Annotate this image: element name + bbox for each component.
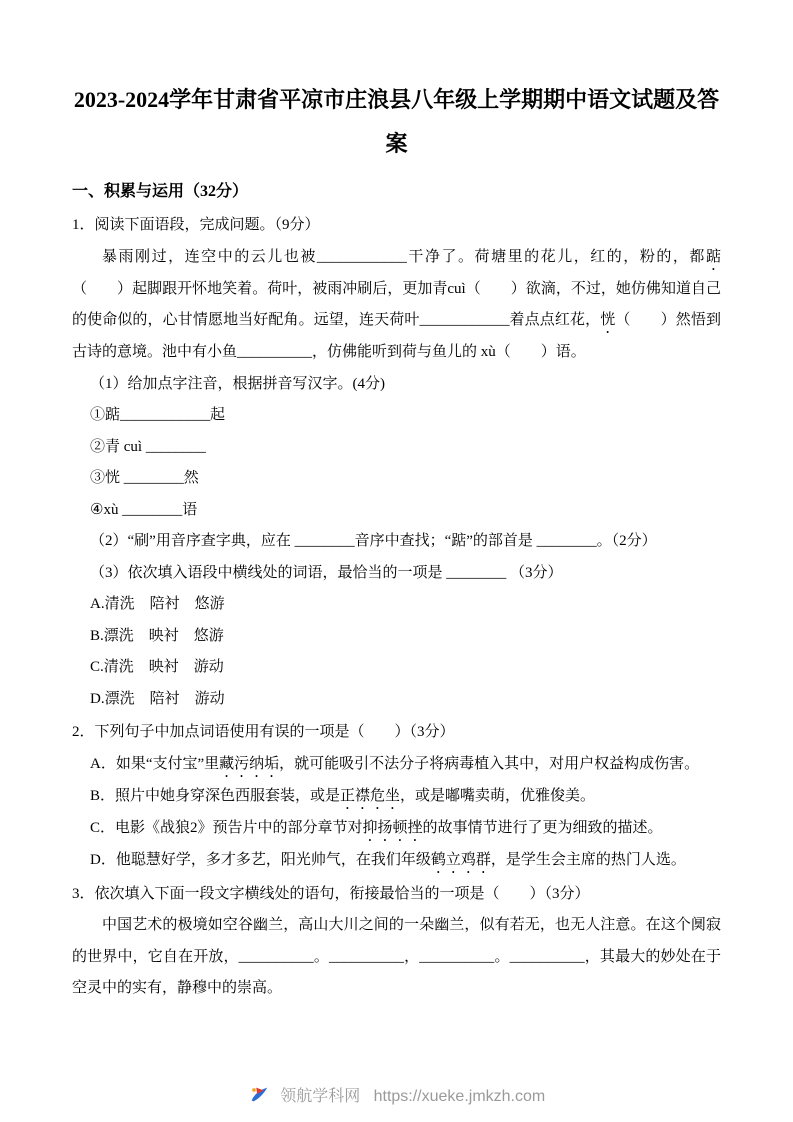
- text-segment: B．照片中她身穿深色西服套装，或是: [90, 787, 341, 804]
- pinyin-item-2: ②青 cuì ________: [90, 438, 206, 455]
- text-segment: 的故事情节进行了更为细致的描述。: [422, 819, 663, 836]
- text-segment: 暴雨刚过，连空中的云儿也被: [102, 248, 317, 265]
- question-2-option-b: [72, 781, 721, 813]
- site-logo-icon: [248, 1084, 270, 1106]
- text-segment: （ ）起脚跟开怀地笑着。荷叶，被雨冲刷后，更加青cuì（ ）欲滴，不过，她仿佛知道自己的使命似的，心甘情愿地当好配角。远望，连天荷叶: [72, 280, 721, 328]
- pinyin-item-1: ①踮____________起: [90, 407, 226, 423]
- question-3: [72, 879, 721, 1005]
- question-1-option-c: C.清洗 映衬 游动: [90, 659, 224, 675]
- emphasized-word: 正襟危坐: [340, 787, 401, 804]
- footer: [0, 1083, 793, 1106]
- text-segment: C．电影《战狼2》预告片中的部分章节对: [90, 819, 363, 836]
- footer-site-url[interactable]: https://xueke.jmkzh.com: [373, 1088, 546, 1105]
- text-segment: ，仿佛能听到荷与鱼儿的 xù（ ）语。: [312, 344, 586, 360]
- emphasized-word: 鹤立鸡群: [430, 851, 491, 868]
- emphasized-word: 抑扬顿挫: [362, 819, 423, 836]
- pinyin-item-3: ③恍 ________然: [90, 470, 199, 486]
- text-segment: A．如果“支付宝”里: [90, 755, 220, 772]
- text-segment: ，是学生会主席的热门人选。: [490, 851, 686, 868]
- text-segment: ，就可能吸引不法分子将病毒植入其中，对用户权益构成伤害。: [279, 755, 700, 772]
- question-2: [72, 717, 721, 877]
- question-1-option-a: A.清洗 陪衬 悠游: [90, 596, 225, 612]
- emphasized-word: 恍: [600, 312, 616, 328]
- text-segment: __________: [237, 344, 313, 360]
- question-1-sub3: （3）依次填入语段中横线处的词语，最恰当的一项是 ________ （3分）: [90, 564, 563, 581]
- page-title: 2023-2024学年甘肃省平凉市庄浪县八年级上学期期中语文试题及答案: [73, 87, 720, 156]
- question-2-option-d: [72, 845, 721, 877]
- text-segment: ，或是嘟嘴卖萌，优雅俊美。: [400, 787, 596, 804]
- question-2-stem: 2．下列句子中加点词语使用有误的一项是（ ）（3分）: [72, 724, 455, 740]
- question-1-passage: [72, 242, 721, 369]
- question-1-stem: 1．阅读下面语段，完成问题。（9分）: [72, 217, 320, 233]
- footer-site-name[interactable]: 领航学科网: [280, 1088, 361, 1105]
- question-3-passage: 中国艺术的极境如空谷幽兰，高山大川之间的一朵幽兰，似有若无，也无人注意。在这个阒寂的世界中，它自在开放，__________。__________，__________。__________，其最大的妙处在于空灵中的实有，静穆中的崇高。: [72, 917, 721, 996]
- section-1-heading: 一、积累与运用（32分）: [72, 183, 249, 200]
- text-segment: 着点点红花，: [509, 312, 601, 328]
- question-1-option-d: D.漂洗 陪衬 游动: [90, 690, 225, 707]
- question-2-option-c: [72, 813, 721, 845]
- text-segment: ____________: [419, 312, 510, 328]
- emphasized-word: 藏污纳垢: [219, 755, 280, 772]
- text-segment: （ ）然悟到古诗的意境。池中有小鱼: [72, 312, 721, 360]
- question-2-option-a: [72, 749, 721, 781]
- text-segment: ____________: [316, 248, 407, 265]
- question-1-option-b: B.漂洗 映衬 悠游: [90, 627, 224, 644]
- text-segment: 干净了。荷塘里的花儿，红的，粉的，都: [406, 248, 706, 265]
- emphasized-word: 踮: [705, 248, 721, 265]
- pinyin-item-4: ④xù ________语: [90, 501, 198, 518]
- question-1: [72, 210, 721, 715]
- question-3-stem: 3．依次填入下面一段文字横线处的语句，衔接最恰当的一项是（ ）（3分）: [72, 885, 590, 902]
- text-segment: D．他聪慧好学，多才多艺，阳光帅气，在我们年级: [90, 851, 431, 868]
- question-1-sub2: （2）“刷”用音序查字典，应在 ________音序中查找；“踮”的部首是 ________。（2分）: [90, 533, 657, 549]
- question-1-sub1: （1）给加点字注音，根据拼音写汉字。(4分): [90, 375, 385, 392]
